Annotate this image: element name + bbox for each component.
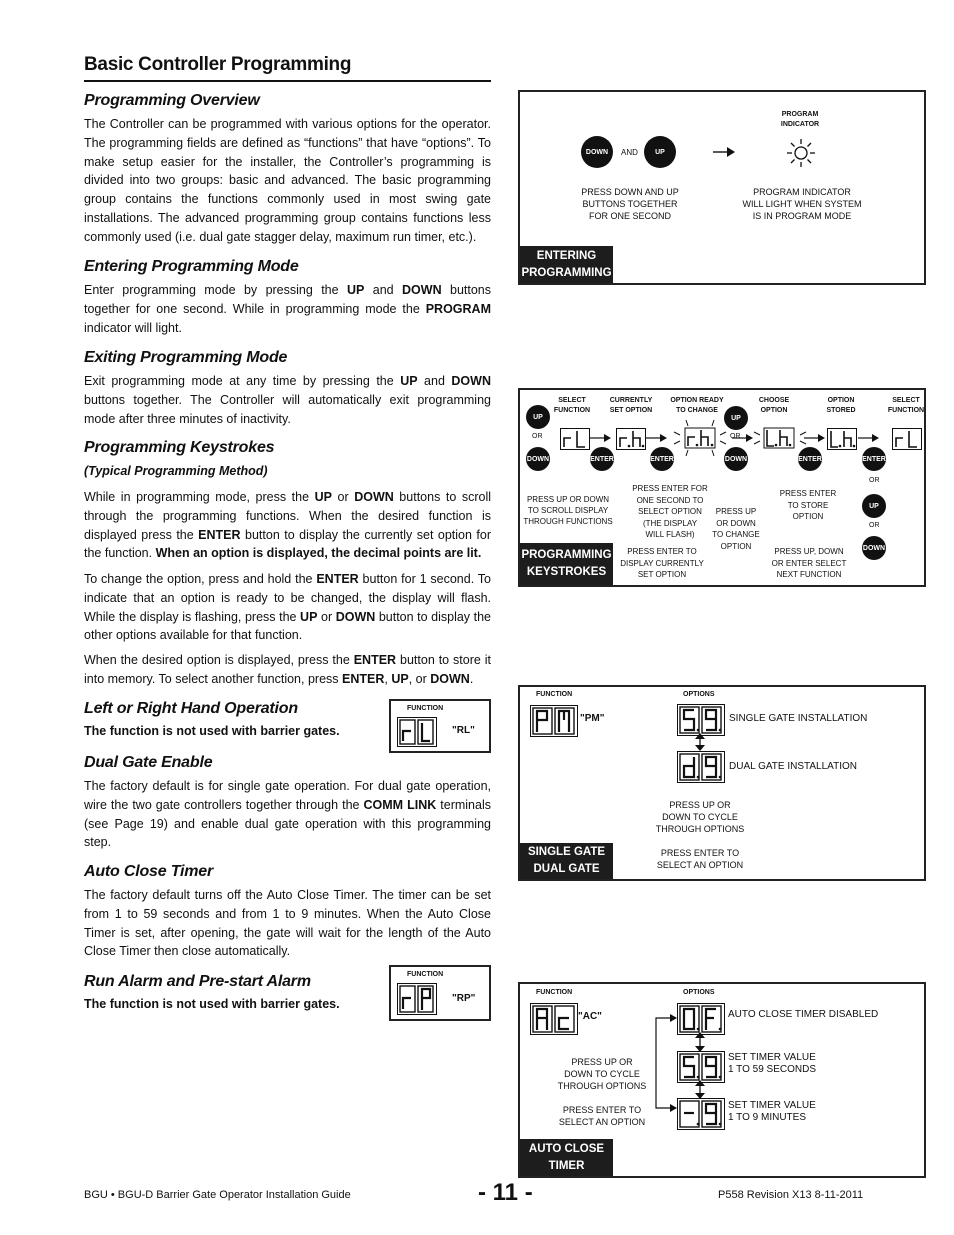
function-box-rl: [389, 699, 491, 753]
option-single-gate: SINGLE GATE INSTALLATION: [729, 713, 868, 724]
program-indicator-label: PROGRAM INDICATOR: [780, 111, 820, 128]
caption-select: PRESS ENTER TO SELECT AN OPTION: [656, 848, 744, 870]
keystrokes-para-3: When the desired option is displayed, press the ENTER button to store it into memory. To select another function, press ENTER, UP, or DOWN.: [84, 653, 491, 686]
arrow-right-icon: [590, 433, 612, 443]
function-label: FUNCTION: [407, 971, 444, 978]
hand-heading: Left or Right Hand Operation: [84, 700, 298, 717]
overview-text: The Controller can be programmed with various options for the operator. The programming fields are defined as “functions” that have “options”. To make setup easier for the installer, the Controller’s programming is divided into two groups: basic and advanced. The basic programming group contains the functions commonly used in most swing gate installations. The advanced programming group contains functions less commonly used (i.e. dual gate stagger delay, maximum run timer, etc.).: [84, 117, 491, 244]
and-label: AND: [621, 148, 638, 157]
lcd-display-rp: [397, 983, 437, 1015]
down-button: DOWN: [862, 536, 886, 560]
function-code: "PM": [580, 713, 605, 724]
enter-button: ENTER: [798, 447, 822, 471]
hand-note: The function is not used with barrier gates.: [84, 724, 340, 738]
function-code: "AC": [578, 1011, 602, 1022]
lcd-display-minutes: [677, 1098, 725, 1130]
arrow-right-icon: [804, 433, 826, 443]
alarm-note: The function is not used with barrier gates.: [84, 997, 340, 1011]
option-minutes: SET TIMER VALUE 1 TO 9 MINUTES: [728, 1100, 816, 1123]
entering-text: Enter programming mode by pressing the UP and DOWN buttons together for one second. While in programming mode the PROGRAM indicator will light.: [84, 283, 491, 335]
header-option-ready: OPTION READY TO CHANGE: [670, 397, 724, 414]
caption-store: PRESS ENTER TO STORE OPTION: [779, 489, 837, 521]
option-seconds: SET TIMER VALUE 1 TO 59 SECONDS: [728, 1052, 816, 1075]
page-number: - 11 -: [478, 1179, 533, 1206]
option-dual-gate: DUAL GATE INSTALLATION: [729, 761, 857, 772]
lcd-display-dg: [677, 751, 725, 783]
or-label: OR: [730, 433, 741, 440]
up-button: UP: [724, 406, 748, 430]
caption-next: PRESS UP, DOWN OR ENTER SELECT NEXT FUNCTION: [771, 547, 847, 579]
entering-right-caption: PROGRAM INDICATOR WILL LIGHT WHEN SYSTEM IS IN PROGRAM MODE: [742, 187, 862, 221]
exiting-heading: Exiting Programming Mode: [84, 349, 288, 366]
single-dual-tag: SINGLE GATE DUAL GATE: [520, 843, 613, 879]
header-choose-option: CHOOSE OPTION: [758, 397, 790, 414]
function-code: "RP": [452, 993, 476, 1004]
option-disabled: AUTO CLOSE TIMER DISABLED: [728, 1009, 879, 1020]
alarm-heading: Run Alarm and Pre-start Alarm: [84, 973, 311, 990]
single-dual-diagram: [518, 685, 926, 881]
keystrokes-tag: PROGRAMMING KEYSTROKES: [520, 543, 613, 585]
keystrokes-para-1: While in programming mode, press the UP or DOWN buttons to scroll through the programming functions. When the desired function is displayed press the ENTER button to display the currently set option for the function. When an option is displayed, the decimal points are lit.: [84, 490, 492, 561]
header-select-function-2: SELECT FUNCTION: [887, 397, 925, 414]
autoclose-heading: Auto Close Timer: [84, 863, 213, 880]
or-label: OR: [869, 522, 880, 529]
exiting-text: Exit programming mode at any time by pressing the UP and DOWN buttons together. The Controller will automatically exit programming mode after three minutes of inactivity.: [84, 374, 491, 426]
function-label: FUNCTION: [536, 691, 573, 698]
lcd-display-of: [677, 1003, 725, 1035]
down-button: DOWN: [526, 447, 550, 471]
caption-scroll: PRESS UP OR DOWN TO SCROLL DISPLAY THROUGH FUNCTIONS: [523, 495, 613, 526]
entering-heading: Entering Programming Mode: [84, 258, 299, 275]
header-select-function: SELECT FUNCTION: [553, 397, 591, 414]
up-button: UP: [862, 494, 886, 518]
dual-text: The factory default is for single gate operation. For dual gate operation, wire the two gate controllers together through the COMM LINK terminals (see Page 19) and enable dual gate operation with this programming step.: [84, 779, 491, 850]
autoclose-text: The factory default turns off the Auto Close Timer. The timer can be set from 1 to 59 seconds and from 1 to 9 minutes. When the Auto Close Timer is set, after opening, the gate will wait for the length of the Auto Close Timer then close automatically.: [84, 888, 491, 959]
function-code: "RL": [452, 725, 475, 736]
lcd-display-pm: [530, 705, 578, 737]
lcd-display-rl: [560, 428, 590, 450]
header-currently-set-option: CURRENTLY SET OPTION: [609, 397, 653, 414]
function-label: FUNCTION: [407, 705, 444, 712]
function-label: FUNCTION: [536, 989, 573, 996]
header-option-stored: OPTION STORED: [826, 397, 856, 414]
keystrokes-heading: Programming Keystrokes: [84, 439, 275, 456]
options-label: OPTIONS: [683, 989, 715, 996]
title-rule: [84, 80, 491, 82]
page-title: Basic Controller Programming: [84, 54, 352, 75]
autoclose-diagram: [518, 982, 926, 1178]
arrow-right-icon: [646, 433, 668, 443]
or-label: OR: [532, 433, 543, 440]
arrow-right-icon: [713, 146, 737, 158]
caption-enter-to: PRESS ENTER TO DISPLAY CURRENTLY SET OPTION: [620, 547, 704, 579]
enter-button: ENTER: [862, 447, 886, 471]
lcd-display-rh-lit: [616, 428, 646, 450]
caption-enter-for: PRESS ENTER FOR ONE SECOND TO SELECT OPTION (THE DISPLAY WILL FLASH): [632, 484, 708, 539]
up-button: UP: [644, 136, 676, 168]
up-down-arrow-icon: [694, 1080, 706, 1099]
keystrokes-para-2: To change the option, press and hold the ENTER button for 1 second. To indicate that an option is ready to be changed, the display will flash. While the display is flashing, press the UP or DOWN button to display the other options available for that function.: [84, 572, 492, 643]
enter-button: ENTER: [590, 447, 614, 471]
flashing-display-icon: [672, 418, 728, 458]
caption-select: PRESS ENTER TO SELECT AN OPTION: [558, 1105, 646, 1127]
up-button: UP: [526, 405, 550, 429]
keystrokes-subheading: (Typical Programming Method): [84, 464, 268, 478]
footer-right: P558 Revision X13 8-11-2011: [718, 1189, 864, 1201]
entering-diagram: [518, 90, 926, 285]
lcd-display-rl-next: [892, 428, 922, 450]
function-box-rp: [389, 965, 491, 1021]
up-down-arrow-icon: [694, 733, 706, 751]
options-label: OPTIONS: [683, 691, 715, 698]
keystrokes-diagram: [518, 388, 926, 587]
indicator-light-icon: [786, 138, 816, 168]
caption-cycle: PRESS UP OR DOWN TO CYCLE THROUGH OPTIONS: [557, 1057, 647, 1091]
dual-heading: Dual Gate Enable: [84, 754, 213, 771]
or-label: OR: [869, 477, 880, 484]
down-button: DOWN: [724, 447, 748, 471]
footer-left: BGU • BGU-D Barrier Gate Operator Installation Guide: [84, 1189, 351, 1201]
lcd-display-sg: [677, 704, 725, 736]
entering-tag: ENTERING PROGRAMMING: [520, 246, 613, 283]
up-down-arrow-icon: [694, 1032, 706, 1052]
lcd-display-lh-stored: [827, 428, 857, 450]
lcd-display-ac: [530, 1003, 578, 1035]
entering-left-caption: PRESS DOWN AND UP BUTTONS TOGETHER FOR ONE SECOND: [581, 187, 679, 221]
caption-cycle: PRESS UP OR DOWN TO CYCLE THROUGH OPTIONS: [655, 800, 745, 834]
lcd-display-59: [677, 1051, 725, 1083]
arrow-right-icon: [858, 433, 880, 443]
lcd-display-rl: [397, 717, 437, 747]
down-button: DOWN: [581, 136, 613, 168]
caption-change: PRESS UP OR DOWN TO CHANGE OPTION: [712, 507, 760, 551]
overview-heading: Programming Overview: [84, 92, 260, 109]
autoclose-tag: AUTO CLOSE TIMER: [520, 1139, 613, 1176]
enter-button: ENTER: [650, 447, 674, 471]
